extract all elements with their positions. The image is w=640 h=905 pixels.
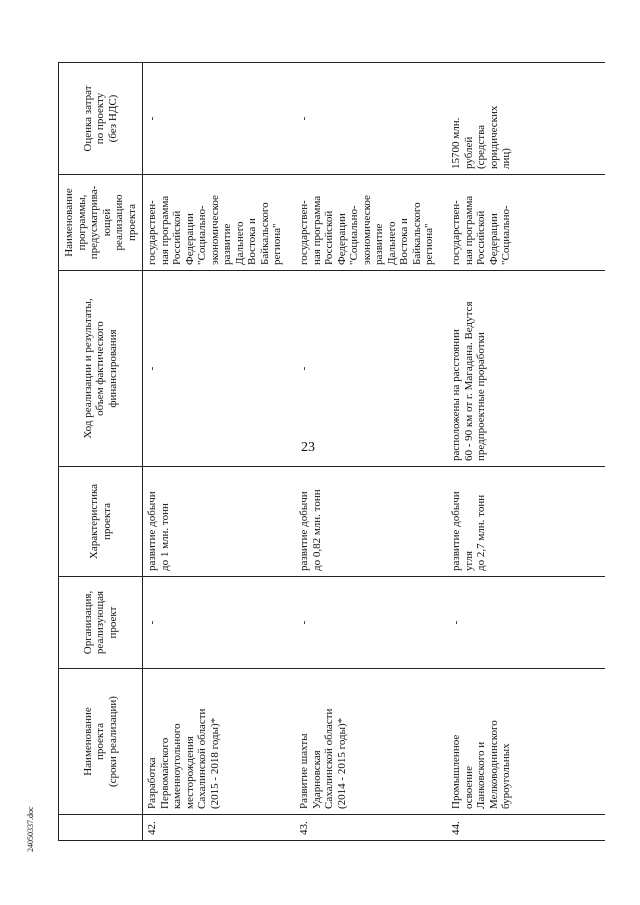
project-characteristics: развитие добычи угля до 2,7 млн. тонн <box>447 467 605 577</box>
project-name: Промышленное освоение Ланковского и Мелководнинского буроугольных <box>447 669 605 815</box>
project-program: государствен- ная программа Российской Федерации "Социально- экономическое развитие Дальнего Востока и Байкальского региона" <box>143 175 296 271</box>
project-cost: 15700 млн. рублей (средства юридических лиц) <box>447 63 605 175</box>
table-row <box>143 63 296 841</box>
row-number: 44. <box>447 815 605 841</box>
page-number: 23 <box>301 440 315 455</box>
projects-table <box>58 62 605 841</box>
project-progress: - <box>143 271 296 467</box>
project-progress: расположены на расстоянии 60 - 90 км от г. Магадана. Ведутся предпроектные проработки <box>447 271 605 467</box>
header-progress: Ход реализации и результаты, объем фактического финансирования <box>59 271 143 467</box>
project-characteristics: развитие добычи до 0,82 млн. тонн <box>295 467 447 577</box>
table-row <box>295 63 447 841</box>
row-number: 43. <box>295 815 447 841</box>
rotated-table-container <box>58 63 578 841</box>
footer-filename: 24050337.doc <box>26 806 35 852</box>
project-organization: - <box>447 577 605 669</box>
project-cost: - <box>143 63 296 175</box>
project-name: Разработка Первомайского каменноугольного месторождения Сахалинской области (2015 - 2018 годы)* <box>143 669 296 815</box>
header-program: Наименование программы, предусматрива- ющей реализацию проекта <box>59 175 143 271</box>
table-row <box>447 63 605 841</box>
project-organization: - <box>295 577 447 669</box>
row-number: 42. <box>143 815 296 841</box>
header-cost: Оценка затрат по проекту (без НДС) <box>59 63 143 175</box>
project-program: государствен- ная программа Российской Федерации "Социально- экономическое развитие Дальнего Востока и Байкальского региона" <box>295 175 447 271</box>
header-project-name: Наименование проекта (сроки реализации) <box>59 669 143 815</box>
project-program: государствен- ная программа Российской Федерации "Социально- <box>447 175 605 271</box>
header-number-cell <box>59 815 143 841</box>
project-cost: - <box>295 63 447 175</box>
header-characteristics: Характеристика проекта <box>59 467 143 577</box>
header-organization: Организация, реализующая проект <box>59 577 143 669</box>
project-characteristics: развитие добычи до 1 млн. тонн <box>143 467 296 577</box>
header-row <box>59 63 143 841</box>
project-progress: - <box>295 271 447 467</box>
project-organization: - <box>143 577 296 669</box>
project-name: Развитие шахты Ударновская Сахалинской области (2014 - 2015 годы)* <box>295 669 447 815</box>
